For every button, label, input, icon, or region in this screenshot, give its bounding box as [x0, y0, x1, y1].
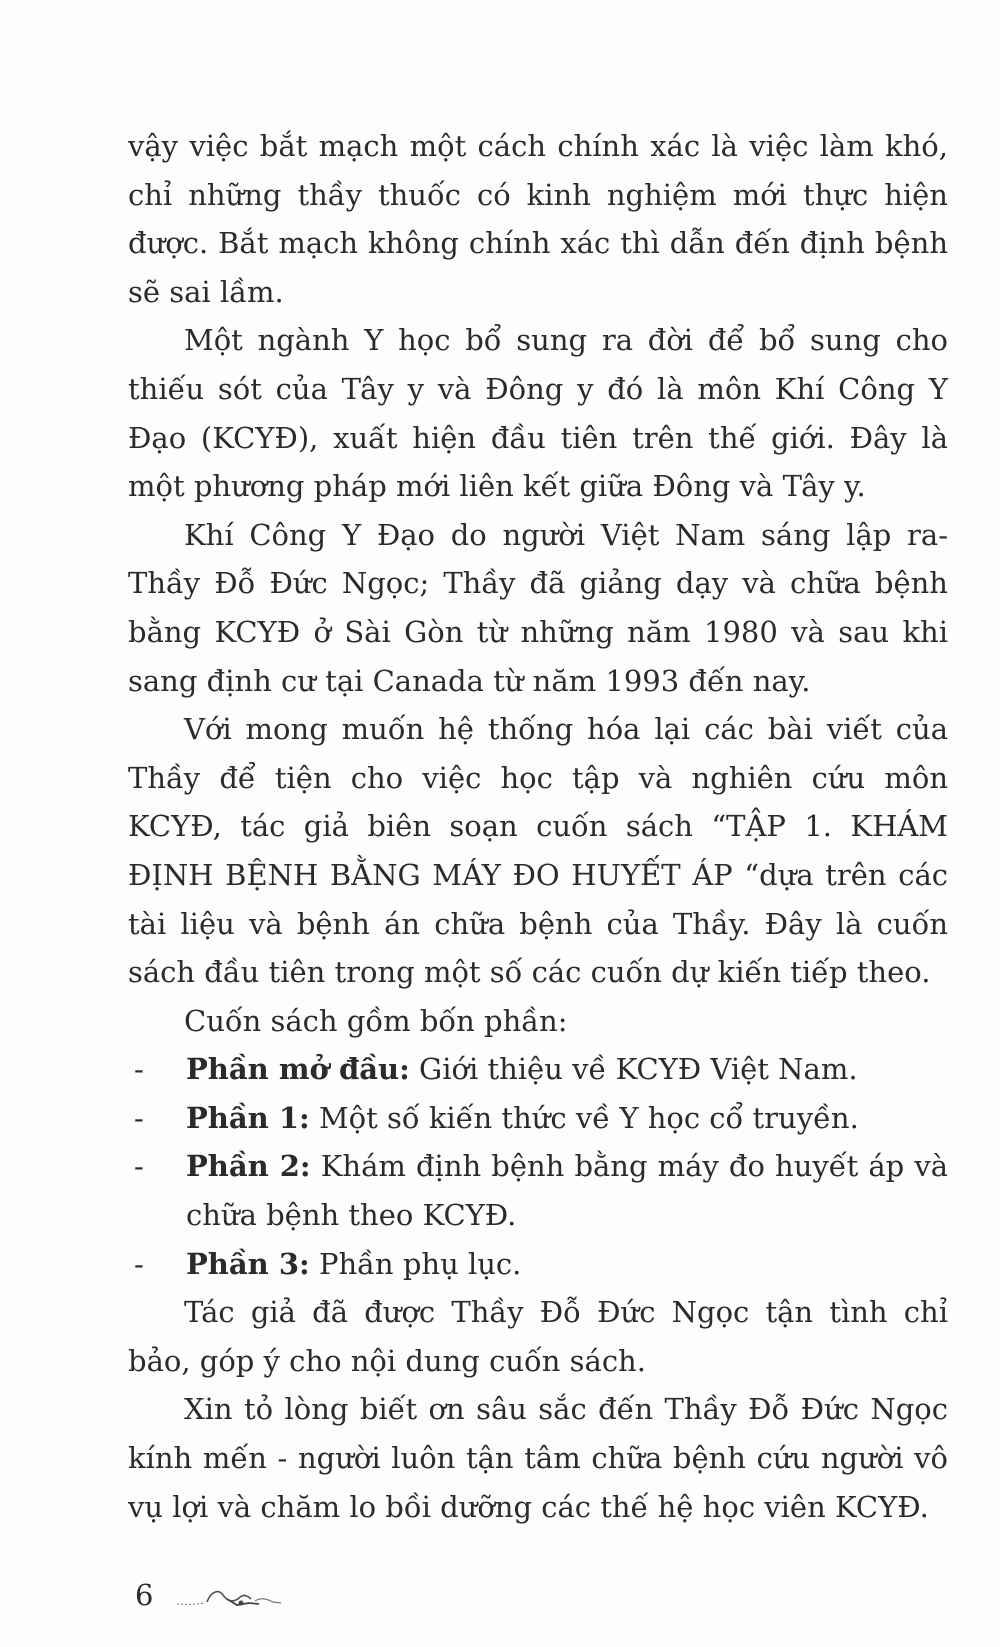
paragraph-acknowledgement: Tác giả đã được Thầy Đỗ Đức Ngọc tận tình chỉ bảo, góp ý cho nội dung cuốn sách.: [128, 1295, 948, 1378]
page-footer: [135, 1575, 335, 1615]
paragraph-book-parts-intro: Cuốn sách gồm bốn phần:: [184, 1003, 568, 1038]
list-item-heading: Phần 3:: [186, 1246, 310, 1281]
list-item-text: Giới thiệu về KCYĐ Việt Nam.: [409, 1052, 858, 1087]
list-item: [128, 1240, 948, 1289]
list-item-heading: Phần 1:: [186, 1100, 310, 1135]
list-item-heading: Phần mở đầu:: [186, 1052, 410, 1087]
list-item-text: Một số kiến thức về Y học cổ truyền.: [309, 1100, 859, 1135]
list-dash: -: [134, 1149, 144, 1184]
signature-flourish-icon: [175, 1583, 285, 1613]
paragraph-book-purpose: Với mong muốn hệ thống hóa lại các bài viết của Thầy để tiện cho việc học tập và nghiên cứu môn KCYĐ, tác giả biên soạn cuốn sách “TẬP 1. KHÁM ĐỊNH BỆNH BẰNG MÁY ĐO HUYẾT ÁP “dựa trên các tài liệu và bệnh án chữa bệnh của Thầy. Đây là cuốn sách đầu tiên trong một số các cuốn dự kiến tiếp theo.: [128, 712, 948, 990]
body-text: [128, 122, 948, 1531]
list-item-heading: Phần 2:: [186, 1149, 311, 1184]
list-item: [128, 1094, 948, 1143]
list-item-text: Khám định bệnh bằng máy đo huyết áp và chữa bệnh theo KCYĐ.: [186, 1149, 949, 1233]
list-dash: -: [134, 1100, 144, 1135]
paragraph-continuation: vậy việc bắt mạch một cách chính xác là việc làm khó, chỉ những thầy thuốc có kinh nghiệm mới thực hiện được. Bắt mạch không chính xác thì dẫn đến định bệnh sẽ sai lầm.: [128, 129, 948, 309]
page-number: 6: [135, 1578, 154, 1612]
list-dash: -: [134, 1246, 144, 1281]
list-item: [128, 1142, 948, 1239]
book-parts-list: [128, 1045, 948, 1288]
paragraph-founder: Khí Công Y Đạo do người Việt Nam sáng lập ra- Thầy Đỗ Đức Ngọc; Thầy đã giảng dạy và chữa bệnh bằng KCYĐ ở Sài Gòn từ những năm 1980 và sau khi sang định cư tại Canada từ năm 1993 đến nay.: [128, 517, 948, 698]
list-item: [128, 1045, 948, 1094]
paragraph-gratitude: Xin tỏ lòng biết ơn sâu sắc đến Thầy Đỗ Đức Ngọc kính mến - người luôn tận tâm chữa bệnh cứu người vô vụ lợi và chăm lo bồi dưỡng các thế hệ học viên KCYĐ.: [128, 1392, 948, 1524]
list-item-text: Phần phụ lục.: [309, 1246, 522, 1281]
paragraph-kcyd-intro: Một ngành Y học bổ sung ra đời để bổ sung cho thiếu sót của Tây y và Đông y đó là môn Khí Công Y Đạo (KCYĐ), xuất hiện đầu tiên trên thế giới. Đây là một phương pháp mới liên kết giữa Đông và Tây y.: [128, 323, 948, 504]
list-dash: -: [134, 1052, 144, 1087]
